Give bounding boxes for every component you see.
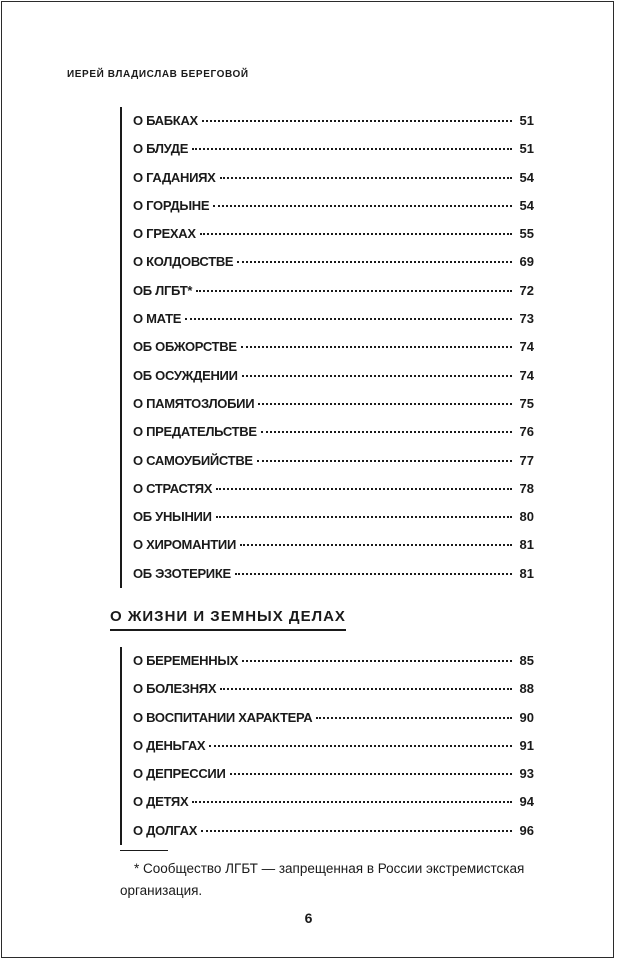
dot-leader — [216, 488, 512, 490]
toc-entry-title: О ХИРОМАНТИИ — [133, 537, 236, 553]
toc-entry-title: О ДОЛГАХ — [133, 822, 198, 838]
toc-list — [120, 107, 534, 588]
toc-entry-title: О КОЛДОВСТВЕ — [133, 254, 234, 270]
toc-entry-page: 73 — [519, 311, 534, 327]
toc-entry-title: ОБ ОБЖОРСТВЕ — [133, 339, 237, 355]
toc-entry-page: 74 — [519, 367, 534, 383]
dot-leader — [216, 516, 512, 518]
toc-entry-page: 54 — [519, 197, 534, 213]
toc-entry — [133, 760, 534, 788]
toc-entry-title: О БАБКАХ — [133, 113, 198, 128]
toc-entry — [133, 647, 534, 675]
toc-entry-title: О ГРЕХАХ — [133, 226, 196, 242]
toc-entry-page: 76 — [519, 424, 534, 440]
toc-entry — [133, 305, 534, 333]
dot-leader — [240, 544, 512, 546]
toc-entry-page: 96 — [519, 822, 534, 838]
toc-entry-page: 78 — [519, 480, 534, 496]
toc-entry — [133, 107, 534, 135]
dot-leader — [230, 773, 512, 775]
dot-leader — [213, 205, 512, 207]
toc-entry-title: ОБ ЛГБТ* — [133, 282, 193, 298]
toc-entry — [133, 333, 534, 361]
toc-list — [120, 647, 534, 845]
toc-entry-page: 74 — [519, 339, 534, 355]
dot-leader — [235, 573, 512, 575]
toc-entry — [133, 788, 534, 816]
dot-leader — [261, 431, 512, 433]
toc-entry-title: О ДЕНЬГАХ — [133, 737, 206, 753]
running-head: ИЕРЕЙ ВЛАДИСЛАВ БЕРЕГОВОЙ — [67, 69, 249, 80]
dot-leader — [202, 120, 512, 122]
section-heading: О ЖИЗНИ И ЗЕМНЫХ ДЕЛАХ — [110, 608, 346, 631]
dot-leader — [185, 318, 512, 320]
toc-entry-title: ОБ ОСУЖДЕНИИ — [133, 367, 238, 383]
footnote-rule — [120, 850, 168, 851]
toc-entry — [133, 418, 534, 446]
toc-entry-title: О МАТЕ — [133, 311, 182, 327]
page-number: 6 — [304, 910, 313, 926]
toc-entry-page: 75 — [519, 395, 534, 411]
dot-leader — [196, 290, 512, 292]
toc-entry-title: О СТРАСТЯХ — [133, 480, 213, 496]
toc-entry — [133, 362, 534, 390]
toc-entry-title: О ГАДАНИЯХ — [133, 169, 216, 185]
toc-entry — [133, 704, 534, 732]
dot-leader — [209, 745, 512, 747]
toc-entry — [133, 560, 534, 588]
toc-entry — [133, 531, 534, 559]
dot-leader — [257, 460, 512, 462]
toc-entry-page: 51 — [519, 113, 534, 128]
dot-leader — [241, 346, 512, 348]
toc-entry — [133, 390, 534, 418]
toc-entry-title: О ПАМЯТОЗЛОБИИ — [133, 395, 255, 411]
toc-entry-title: О БОЛЕЗНЯХ — [133, 681, 217, 697]
toc-entry-title: О ПРЕДАТЕЛЬСТВЕ — [133, 424, 257, 440]
toc-entry-title: О ВОСПИТАНИИ ХАРАКТЕРА — [133, 709, 313, 725]
toc-entry-page: 72 — [519, 282, 534, 298]
toc-entry-page: 93 — [519, 766, 534, 782]
toc-entry-page: 81 — [519, 565, 534, 581]
toc-entry-title: О БЕРЕМЕННЫХ — [133, 653, 239, 668]
toc-entry — [133, 475, 534, 503]
toc-entry-page: 55 — [519, 226, 534, 242]
dot-leader — [258, 403, 512, 405]
toc-entry — [133, 447, 534, 475]
toc-entry-page: 85 — [519, 653, 534, 668]
dot-leader — [220, 177, 512, 179]
toc-entry-page: 88 — [519, 681, 534, 697]
toc-entry-title: О ДЕПРЕССИИ — [133, 766, 226, 782]
toc-entry — [133, 675, 534, 703]
dot-leader — [201, 830, 512, 832]
toc-entry-title: О БЛУДЕ — [133, 141, 189, 157]
toc-entry-page: 51 — [519, 141, 534, 157]
dot-leader — [237, 261, 512, 263]
toc-entry — [133, 164, 534, 192]
toc-entry — [133, 192, 534, 220]
toc-entry-title: О ГОРДЫНЕ — [133, 197, 210, 213]
toc-entry — [133, 135, 534, 163]
toc-entry-page: 54 — [519, 169, 534, 185]
toc-entry-page: 69 — [519, 254, 534, 270]
toc-entry — [133, 277, 534, 305]
dot-leader — [242, 375, 512, 377]
dot-leader — [220, 688, 512, 690]
toc-entry-title: О ДЕТЯХ — [133, 794, 189, 810]
toc-entry — [133, 220, 534, 248]
toc-entry-page: 81 — [519, 537, 534, 553]
dot-leader — [242, 660, 512, 662]
toc-entry — [133, 732, 534, 760]
dot-leader — [192, 801, 512, 803]
toc-entry — [133, 503, 534, 531]
toc-entry — [133, 817, 534, 845]
dot-leader — [192, 148, 512, 150]
dot-leader — [316, 717, 512, 719]
toc-entry-page: 91 — [519, 737, 534, 753]
toc-entry-title: О САМОУБИЙСТВЕ — [133, 452, 253, 468]
toc-entry-title: ОБ ЭЗОТЕРИКЕ — [133, 565, 231, 581]
toc-entry-title: ОБ УНЫНИИ — [133, 509, 212, 525]
toc-entry-page: 80 — [519, 509, 534, 525]
dot-leader — [200, 233, 512, 235]
toc-entry — [133, 248, 534, 276]
toc-entry-page: 90 — [519, 709, 534, 725]
toc-entry-page: 94 — [519, 794, 534, 810]
toc-entry-page: 77 — [519, 452, 534, 468]
footnote: * Сообщество ЛГБТ — запрещенная в России экстремистская организация. — [120, 861, 525, 898]
